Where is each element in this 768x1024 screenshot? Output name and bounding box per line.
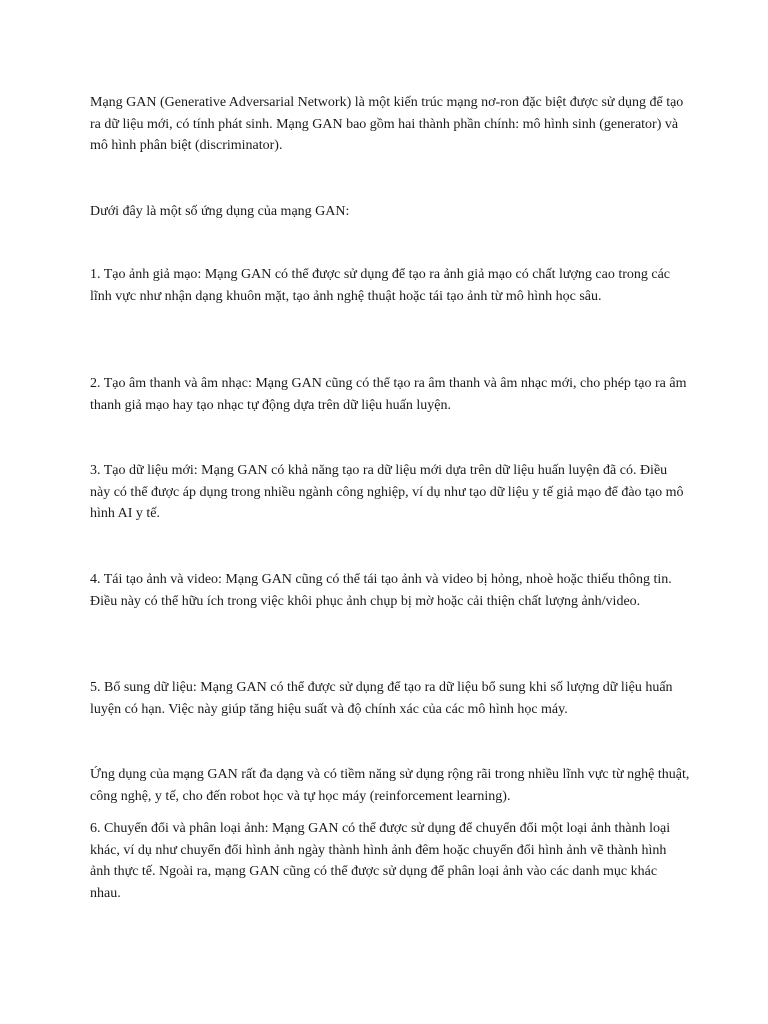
paragraph-intro: Mạng GAN (Generative Adversarial Network) là một kiến trúc mạng nơ-ron đặc biệt được sử dụng để tạo ra dữ liệu mới, có tính phát sinh. Mạng GAN bao gồm hai thành phần chính: mô hình sinh (generator) và mô hình phân biệt (discriminator). xyxy=(90,95,684,153)
paragraph-item-1: 1. Tạo ảnh giả mạo: Mạng GAN có thể được sử dụng để tạo ra ảnh giả mạo có chất lượng cao trong các lĩnh vực như nhận dạng khuôn mặt, tạo ảnh nghệ thuật hoặc tái tạo ảnh từ mô hình học sâu. xyxy=(90,267,671,304)
paragraph-applications-heading: Dưới đây là một số ứng dụng của mạng GAN: xyxy=(90,204,350,219)
paragraph-item-3: 3. Tạo dữ liệu mới: Mạng GAN có khả năng tạo ra dữ liệu mới dựa trên dữ liệu huấn luyện đã có. Điều này có thể được áp dụng trong nhiều ngành công nghiệp, ví dụ như tạo dữ liệu y tế giả mạo để đào tạo mô hình AI y tế. xyxy=(90,463,684,521)
paragraph-summary: Ứng dụng của mạng GAN rất đa dạng và có tiềm năng sử dụng rộng rãi trong nhiều lĩnh vực từ nghệ thuật, công nghệ, y tế, cho đến robot học và tự học máy (reinforcement learning). xyxy=(90,767,690,804)
paragraph-item-4: 4. Tái tạo ảnh và video: Mạng GAN cũng có thể tái tạo ảnh và video bị hỏng, nhoè hoặc thiếu thông tin. Điều này có thể hữu ích trong việc khôi phục ảnh chụp bị mờ hoặc cải thiện chất lượng ảnh/video. xyxy=(90,572,672,609)
paragraph-item-5: 5. Bổ sung dữ liệu: Mạng GAN có thể được sử dụng để tạo ra dữ liệu bổ sung khi số lượng dữ liệu huấn luyện có hạn. Việc này giúp tăng hiệu suất và độ chính xác của các mô hình học máy. xyxy=(90,680,673,717)
paragraph-item-6: 6. Chuyển đổi và phân loại ảnh: Mạng GAN có thể được sử dụng để chuyển đổi một loại ảnh thành loại khác, ví dụ như chuyển đổi hình ảnh ngày thành hình ảnh đêm hoặc chuyển đổi hình ảnh vẽ thành hình ảnh thực tế. Ngoài ra, mạng GAN cũng có thể được sử dụng để phân loại ảnh vào các danh mục khác nhau. xyxy=(90,821,671,901)
paragraph-item-2: 2. Tạo âm thanh và âm nhạc: Mạng GAN cũng có thể tạo ra âm thanh và âm nhạc mới, cho phép tạo ra âm thanh giả mạo hay tạo nhạc tự động dựa trên dữ liệu huấn luyện. xyxy=(90,376,687,413)
